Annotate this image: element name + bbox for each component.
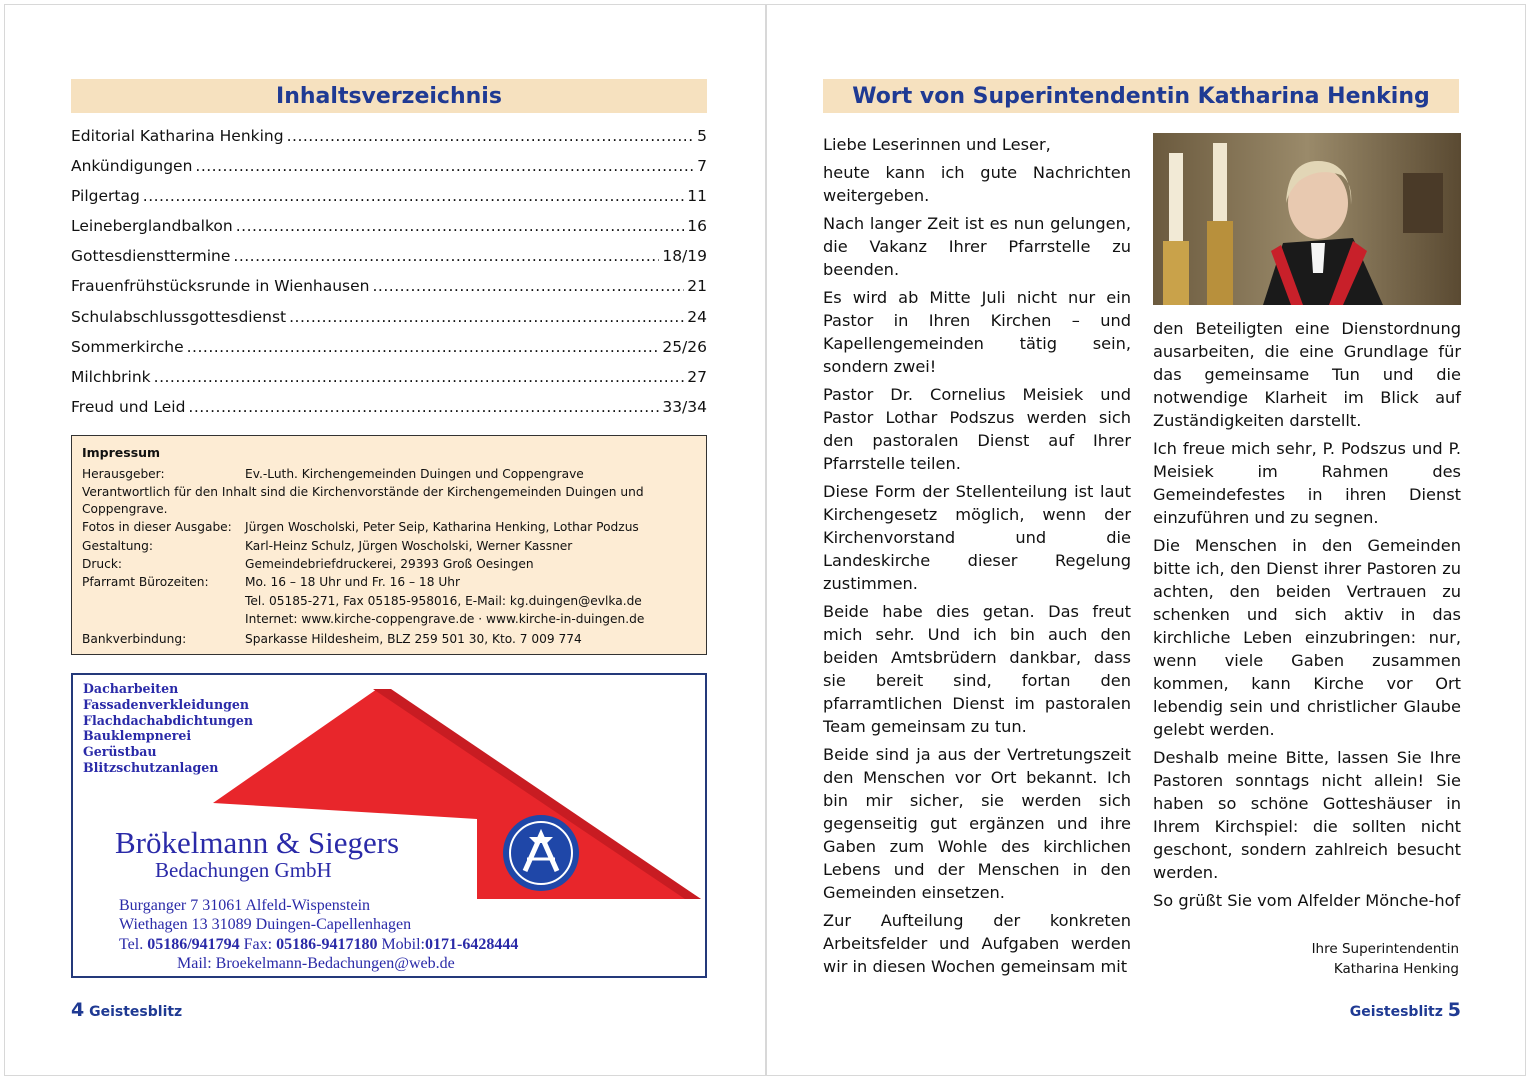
page-number: 4 [71,999,85,1021]
article-paragraph: Die Menschen in den Gemeinden bitte ich, den Dienst ihrer Pastoren zu achten, den beiden Vertrauen zu schenken und sich aktiv in das kirchliche Leben einzubringen: nur, wenn viele Gaben zusammen kommen, kann Kirche vor Ort lebendig sein und christlicher Glaube gelebt werden. [1153,536,1461,739]
impressum-value: Karl-Heinz Schulz, Jürgen Woscholski, Werner Kassner [245,539,573,553]
ad-mail: Mail: Broekelmann-Bedachungen@web.de [177,955,455,972]
ad-service-item: Dacharbeiten [83,681,179,696]
impressum-row [82,500,696,518]
toc-leader [143,187,684,205]
ad-tel: 05186/941794 [147,936,240,953]
toc-label: Editorial Katharina Henking [71,127,284,145]
impressum-value: Internet: www.kirche-coppengrave.de · www.kirche-in-duingen.de [245,612,645,626]
article-paragraph: Beide habe dies getan. Das freut mich sehr. Und ich bin auch den beiden Amtsbrüdern dankbar, dass sie bereit sind, fortan den pfarramtlichen Dienst im pastoralen Team gemeinsam zu tun. [823,602,1131,736]
toc-leader [187,338,660,356]
toc-entry [71,157,707,183]
toc-page: 21 [687,277,707,295]
impressum-row [82,573,696,591]
ad-service-item: Gerüstbau [83,744,157,760]
toc-label: Pilgertag [71,187,140,205]
toc-leader [195,157,694,175]
ad-service-item: Flachdachabdichtungen [83,712,253,728]
portrait-photo [1153,133,1461,305]
toc-page: 27 [687,368,707,386]
toc-label: Leineberglandbalkon [71,217,233,235]
impressum-value: Gemeindebriefdruckerei, 29393 Groß Oesingen [245,557,534,571]
impressum-row [82,483,696,501]
toc-label: Ankündigungen [71,157,193,175]
toc-label: Milchbrink [71,368,151,386]
toc-leader [289,308,684,326]
impressum-row [82,555,696,573]
impressum-key: Gestaltung: [82,539,153,553]
impressum-row [82,465,696,483]
page-footer-left [71,999,182,1021]
toc-label: Frauenfrühstücksrunde in Wienhausen [71,277,370,295]
ad-mobil-label: Mobil: [381,936,425,953]
impressum-row [82,592,696,610]
impressum-key: Druck: [82,557,122,571]
impressum-key: Bankverbindung: [82,632,187,646]
impressum-box [71,435,707,655]
article-paragraph: heute kann ich gute Nachrichten weitergeben. [823,163,1131,205]
toc-page: 25/26 [662,338,707,356]
ad-fax-label: Fax: [243,936,273,953]
signature-name: Katharina Henking [1333,961,1459,977]
impressum-text: Coppengrave. [82,502,168,516]
impressum-text: Verantwortlich für den Inhalt sind die Kirchenvorstände der Kirchengemeinden Duingen und [82,485,644,499]
toc-leader [287,127,695,145]
ad-tel-label: Tel. [119,936,144,953]
toc-page: 16 [687,217,707,235]
article-paragraph: Es wird ab Mitte Juli nicht nur ein Pastor in Ihren Kirchen – und Kapellengemeinden tätig sein, sondern zwei! [823,288,1131,376]
toc-page: 5 [697,127,707,145]
toc-entry [71,338,707,364]
article-paragraph: Deshalb meine Bitte, lassen Sie Ihre Pastoren sonntags nicht allein! Sie haben so schöne Gotteshäuser in Ihrem Kirchspiel: die sollten nicht geschont, sondern zahlreich besucht werden. [1153,748,1461,882]
page-footer-right [1350,999,1461,1021]
roofer-advertisement [71,673,707,978]
impressum-row [82,630,696,648]
page-number: 5 [1447,999,1461,1021]
ad-address-1: Burganger 7 31061 Alfeld-Wispenstein [119,897,371,914]
toc-page: 18/19 [662,247,707,265]
toc-entry [71,127,707,153]
toc-label: Sommerkirche [71,338,184,356]
impressum-row [82,518,696,536]
toc-page: 24 [687,308,707,326]
toc-entry [71,277,707,303]
impressum-row [82,537,696,555]
impressum-value: Tel. 05185-271, Fax 05185-958016, E-Mail: kg.duingen@evlka.de [245,594,642,608]
article-paragraph: Ich freue mich sehr, P. Podszus und P. Meisiek im Rahmen des Gemeindefestes in ihren Dienst einzuführen und zu segnen. [1153,439,1461,527]
toc-leader [372,277,684,295]
magazine-name: Geistesblitz [89,1004,183,1020]
toc-title: Inhaltsverzeichnis [71,79,707,113]
impressum-key: Fotos in dieser Ausgabe: [82,520,232,534]
article-paragraph: Beide sind ja aus der Vertretungszeit den Menschen vor Ort bekannt. Ich bin mir sicher, sie werden sich gegenseitig gut ergänzen und ihre Gaben zum Wohle des kirchlichen Lebens und der Menschen in den Gemeinden einsetzen. [823,745,1131,902]
ad-fax: 05186-9417180 [276,936,378,953]
article-paragraph: Pastor Dr. Cornelius Meisiek und Pastor Lothar Podszus werden sich den pastoralen Dienst auf Ihrer Pfarrstelle teilen. [823,385,1131,473]
article-paragraph: So grüßt Sie vom Alfelder Mönche-hof [1153,891,1461,910]
toc-leader [236,217,685,235]
ad-company-subtitle: Bedachungen GmbH [155,858,332,882]
toc-leader [233,247,659,265]
ad-mobil: 0171-6428444 [425,936,519,953]
impressum-value: Jürgen Woscholski, Peter Seip, Katharina Henking, Lothar Podzus [245,520,639,534]
roofer-guild-logo-icon [501,813,581,893]
toc-page: 33/34 [662,398,707,416]
magazine-name: Geistesblitz [1349,1004,1443,1020]
impressum-heading: Impressum [82,445,161,460]
ad-address-2: Wiethagen 13 31089 Duingen-Capellenhagen [119,916,412,933]
article-column-2 [1153,317,1461,917]
article-paragraph: Liebe Leserinnen und Leser, [823,135,1051,154]
toc-label: Freud und Leid [71,398,186,416]
toc-leader [188,398,659,416]
impressum-row [82,610,696,628]
impressum-key: Herausgeber: [82,467,165,481]
article-title: Wort von Superintendentin Katharina Henking [823,79,1459,113]
impressum-value: Ev.-Luth. Kirchengemeinden Duingen und Coppengrave [245,467,584,481]
impressum-value: Sparkasse Hildesheim, BLZ 259 501 30, Kto. 7 009 774 [245,632,582,646]
article-paragraph: Diese Form der Stellenteilung ist laut Kirchengesetz möglich, wenn der Kirchenvorstand und die Landeskirche dieser Regelung zustimmen. [823,482,1131,593]
toc-entry [71,308,707,334]
toc-entry [71,247,707,273]
impressum-key: Pfarramt Bürozeiten: [82,575,209,589]
impressum-value: Mo. 16 – 18 Uhr und Fr. 16 – 18 Uhr [245,575,460,589]
toc-label: Schulabschlussgottesdienst [71,308,287,326]
right-page [766,4,1526,1076]
toc-label: Gottesdiensttermine [71,247,231,265]
article-column-1 [823,133,1131,983]
article-paragraph: Zur Aufteilung der konkreten Arbeitsfelder und Aufgaben werden wir in diesen Wochen gemeinsam mit [823,911,1131,976]
ad-company-name: Brökelmann & Siegers [115,825,400,860]
toc-leader [154,368,685,386]
left-page [4,4,766,1076]
toc-entry [71,217,707,243]
article-paragraph: Nach langer Zeit ist es nun gelungen, die Vakanz Ihrer Pfarrstelle zu beenden. [823,214,1131,279]
ad-services-list [83,681,253,776]
toc-page: 7 [697,157,707,175]
ad-service-item: Bauklempnerei [83,728,192,744]
signature-role: Ihre Superintendentin [1311,941,1459,957]
ad-service-item: Blitzschutzanlagen [83,759,219,775]
toc-entry [71,398,707,424]
toc-page: 11 [687,187,707,205]
article-paragraph: den Beteiligten eine Dienstordnung ausarbeiten, die eine Grundlage für das gemeinsame Tun und die notwendige Klarheit im Blick auf Zuständigkeiten darstellt. [1153,319,1461,430]
toc-entry [71,368,707,394]
toc-entry [71,187,707,213]
ad-contact-line [119,936,518,954]
ad-service-item: Fassadenverkleidungen [83,696,250,712]
